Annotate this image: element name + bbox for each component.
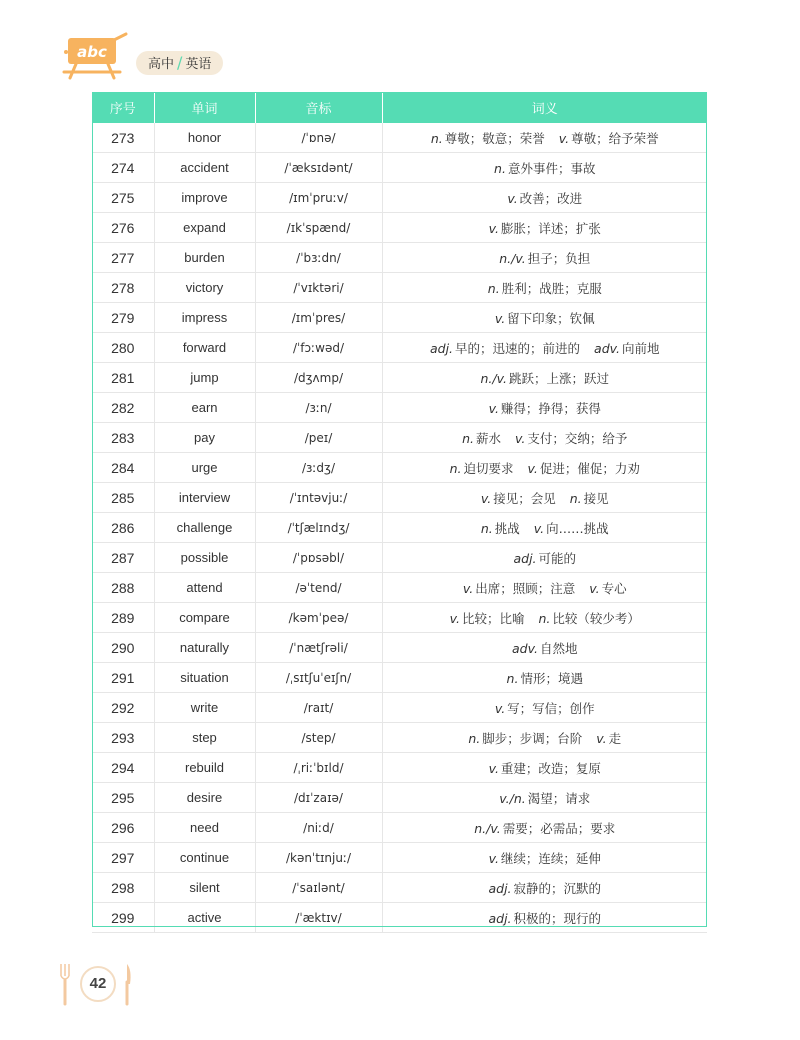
row-word: impress [154, 303, 255, 333]
table-row [92, 783, 707, 813]
row-word: step [154, 723, 255, 753]
part-of-speech: n./v. [474, 820, 501, 836]
row-word: continue [154, 843, 255, 873]
meaning-text: 尊敬；给予荣誉 [571, 130, 659, 146]
part-of-speech: v. [507, 190, 518, 206]
part-of-speech: adj. [488, 880, 512, 896]
table-row [92, 543, 707, 573]
row-phonetic: /ɜːn/ [255, 393, 382, 423]
row-meaning [382, 213, 707, 243]
row-word: possible [154, 543, 255, 573]
row-meaning [382, 243, 707, 273]
row-word: interview [154, 483, 255, 513]
table-row [92, 333, 707, 363]
meaning-segment [596, 731, 621, 746]
part-of-speech: n. [468, 730, 481, 746]
part-of-speech: n. [462, 430, 474, 446]
row-meaning [382, 183, 707, 213]
meaning-text: 赚得；挣得；获得 [500, 400, 601, 416]
row-index: 273 [92, 123, 154, 153]
part-of-speech: adj. [429, 340, 454, 356]
row-word: expand [154, 213, 255, 243]
row-index: 278 [92, 273, 154, 303]
row-index: 294 [92, 753, 154, 783]
fork-icon [58, 962, 72, 1006]
meaning-text: 比较（较少考） [552, 610, 640, 626]
meaning-segment [431, 131, 545, 146]
row-meaning [382, 603, 707, 633]
row-phonetic: /ˈnætʃrəli/ [255, 633, 382, 663]
row-index: 298 [92, 873, 154, 903]
meaning-text: 留下印象；钦佩 [507, 310, 595, 326]
part-of-speech: n. [480, 520, 493, 536]
row-meaning [382, 723, 707, 753]
part-of-speech: v. [596, 730, 607, 746]
meaning-segment [528, 461, 640, 476]
row-meaning [382, 513, 707, 543]
meaning-segment [513, 551, 576, 566]
meaning-segment [450, 611, 525, 626]
row-meaning [382, 633, 707, 663]
table-row [92, 873, 707, 903]
table-row [92, 303, 707, 333]
row-phonetic: /peɪ/ [255, 423, 382, 453]
meaning-text: 接见；会见 [493, 490, 556, 506]
row-phonetic: /ɜːdʒ/ [255, 453, 382, 483]
row-meaning [382, 423, 707, 453]
row-index: 279 [92, 303, 154, 333]
meaning-segment [499, 791, 590, 806]
row-index: 290 [92, 633, 154, 663]
row-index: 277 [92, 243, 154, 273]
row-phonetic: /ˌriːˈbɪld/ [255, 753, 382, 783]
row-phonetic: /ˈɒnə/ [255, 123, 382, 153]
row-meaning [382, 573, 707, 603]
row-word: accident [154, 153, 255, 183]
row-index: 289 [92, 603, 154, 633]
meaning-segment [494, 161, 595, 176]
row-word: active [154, 903, 255, 933]
meaning-text: 促进；催促；力劝 [539, 460, 640, 476]
row-word: earn [154, 393, 255, 423]
row-index: 287 [92, 543, 154, 573]
row-index: 288 [92, 573, 154, 603]
table-row [92, 213, 707, 243]
vocabulary-table [92, 92, 707, 933]
row-meaning [382, 273, 707, 303]
meaning-text: 自然地 [539, 640, 578, 656]
subject-tag [136, 51, 223, 75]
row-phonetic: /kənˈtɪnjuː/ [255, 843, 382, 873]
row-index: 274 [92, 153, 154, 183]
meaning-segment [507, 671, 583, 686]
meaning-segment [495, 311, 595, 326]
page-header [60, 32, 360, 82]
row-meaning [382, 333, 707, 363]
row-word: rebuild [154, 753, 255, 783]
table-row [92, 363, 707, 393]
row-word: silent [154, 873, 255, 903]
row-phonetic: /dɪˈzaɪə/ [255, 783, 382, 813]
table-row [92, 243, 707, 273]
row-index: 286 [92, 513, 154, 543]
vocabulary-table-container [92, 92, 707, 933]
table-row [92, 663, 707, 693]
row-meaning [382, 153, 707, 183]
abc-logo [60, 32, 132, 82]
part-of-speech: adj. [513, 550, 537, 566]
meaning-text: 担子；负担 [527, 250, 591, 266]
row-phonetic: /ˈsaɪlənt/ [255, 873, 382, 903]
meaning-text: 薪水 [476, 430, 502, 446]
part-of-speech: v. [449, 610, 460, 626]
part-of-speech: n. [506, 670, 519, 686]
part-of-speech: n. [569, 490, 582, 506]
header-phonetic: 音标 [255, 92, 382, 123]
meaning-segment [488, 911, 601, 926]
row-word: urge [154, 453, 255, 483]
table-row [92, 123, 707, 153]
part-of-speech: v. [533, 520, 545, 536]
row-index: 283 [92, 423, 154, 453]
row-meaning [382, 753, 707, 783]
meaning-segment [570, 491, 609, 506]
row-phonetic: /niːd/ [255, 813, 382, 843]
part-of-speech: adv. [594, 340, 620, 356]
row-phonetic: /ˈtʃælɪndʒ/ [255, 513, 382, 543]
row-phonetic: /ˈæktɪv/ [255, 903, 382, 933]
meaning-segment [481, 371, 609, 386]
row-word: forward [154, 333, 255, 363]
part-of-speech: v. [462, 580, 474, 596]
part-of-speech: v. [488, 760, 499, 776]
meaning-text: 迫切要求 [463, 460, 514, 476]
row-meaning [382, 813, 707, 843]
meaning-text: 继续；连续；延伸 [500, 850, 601, 866]
row-meaning [382, 693, 707, 723]
meaning-segment [534, 521, 609, 536]
row-index: 282 [92, 393, 154, 423]
part-of-speech: adv. [512, 640, 538, 656]
table-row [92, 753, 707, 783]
header-index: 序号 [92, 92, 154, 123]
table-row [92, 423, 707, 453]
row-phonetic: /ˈvɪktəri/ [255, 273, 382, 303]
part-of-speech: v./n. [499, 790, 526, 806]
row-meaning [382, 123, 707, 153]
row-index: 284 [92, 453, 154, 483]
row-meaning [382, 393, 707, 423]
meaning-text: 早的；迅速的；前进的 [455, 340, 581, 356]
row-phonetic: /dʒʌmp/ [255, 363, 382, 393]
row-phonetic: /ˈɪntəvjuː/ [255, 483, 382, 513]
part-of-speech: v. [527, 460, 538, 476]
row-phonetic: /ɪkˈspænd/ [255, 213, 382, 243]
meaning-text: 积极的；现行的 [513, 910, 602, 926]
row-word: naturally [154, 633, 255, 663]
table-row [92, 723, 707, 753]
row-index: 280 [92, 333, 154, 363]
row-meaning [382, 483, 707, 513]
meaning-text: 寂静的；沉默的 [513, 880, 602, 896]
meaning-text: 胜利；战胜；克服 [501, 280, 602, 296]
row-phonetic: /raɪt/ [255, 693, 382, 723]
row-word: jump [154, 363, 255, 393]
row-phonetic: /ˈbɜːdn/ [255, 243, 382, 273]
part-of-speech: n. [538, 610, 551, 626]
part-of-speech: v. [488, 850, 499, 866]
page-number: 42 [80, 966, 116, 1002]
part-of-speech: v. [589, 580, 600, 596]
row-index: 297 [92, 843, 154, 873]
row-index: 292 [92, 693, 154, 723]
row-word: victory [154, 273, 255, 303]
part-of-speech: v. [494, 700, 506, 716]
meaning-segment [481, 491, 556, 506]
meaning-text: 可能的 [538, 550, 577, 566]
row-word: improve [154, 183, 255, 213]
meaning-text: 向……挑战 [546, 520, 609, 536]
row-index: 299 [92, 903, 154, 933]
logo-text: abc [77, 43, 107, 61]
row-phonetic: /ˌsɪtʃuˈeɪʃn/ [255, 663, 382, 693]
meaning-segment [481, 521, 520, 536]
table-row [92, 483, 707, 513]
row-index: 281 [92, 363, 154, 393]
row-phonetic: /əˈtend/ [255, 573, 382, 603]
meaning-text: 改善；改进 [519, 190, 583, 206]
meaning-text: 需要；必需品；要求 [502, 820, 616, 836]
header-word: 单词 [154, 92, 255, 123]
table-row [92, 393, 707, 423]
meaning-segment [488, 881, 601, 896]
row-word: honor [154, 123, 255, 153]
meaning-segment [488, 281, 602, 296]
row-index: 275 [92, 183, 154, 213]
row-index: 285 [92, 483, 154, 513]
row-phonetic: /ɪmˈpres/ [255, 303, 382, 333]
meaning-segment [489, 221, 601, 236]
row-word: need [154, 813, 255, 843]
part-of-speech: v. [488, 220, 499, 236]
meaning-segment [463, 581, 575, 596]
meaning-segment [474, 821, 615, 836]
part-of-speech: v. [480, 490, 492, 506]
row-meaning [382, 903, 707, 933]
meaning-text: 出席；照顾；注意 [475, 580, 576, 596]
meaning-text: 重建；改造；复原 [500, 760, 601, 776]
part-of-speech: v. [515, 430, 526, 446]
table-row [92, 513, 707, 543]
table-row [92, 693, 707, 723]
table-row [92, 903, 707, 933]
meaning-text: 接见 [583, 490, 609, 506]
meaning-segment [430, 341, 580, 356]
meaning-text: 跳跃；上涨；跃过 [508, 370, 609, 386]
table-row [92, 453, 707, 483]
meaning-text: 写；写信；创作 [507, 700, 595, 716]
meaning-text: 渴望；请求 [527, 790, 591, 806]
meaning-text: 尊敬；敬意；荣誉 [444, 130, 545, 146]
meaning-segment [489, 851, 601, 866]
row-word: write [154, 693, 255, 723]
part-of-speech: n./v. [480, 370, 507, 386]
table-row [92, 273, 707, 303]
row-index: 291 [92, 663, 154, 693]
table-row [92, 573, 707, 603]
row-phonetic: /ˈfɔːwəd/ [255, 333, 382, 363]
part-of-speech: v. [558, 130, 570, 146]
row-meaning [382, 363, 707, 393]
row-word: pay [154, 423, 255, 453]
table-row [92, 153, 707, 183]
meaning-text: 意外事件；事故 [507, 160, 596, 176]
meaning-text: 向前地 [622, 340, 660, 356]
row-meaning [382, 783, 707, 813]
meaning-text: 比较；比喻 [461, 610, 525, 626]
meaning-segment [499, 251, 590, 266]
row-meaning [382, 453, 707, 483]
meaning-segment [489, 761, 601, 776]
part-of-speech: v. [494, 310, 506, 326]
meaning-segment [462, 431, 501, 446]
row-word: attend [154, 573, 255, 603]
meaning-segment [507, 191, 582, 206]
row-phonetic: /kəmˈpeə/ [255, 603, 382, 633]
table-row [92, 183, 707, 213]
table-row [92, 603, 707, 633]
meaning-text: 走 [608, 730, 622, 746]
meaning-segment [495, 701, 595, 716]
meaning-segment [538, 611, 639, 626]
row-word: challenge [154, 513, 255, 543]
row-phonetic: /step/ [255, 723, 382, 753]
row-phonetic: /ɪmˈpruːv/ [255, 183, 382, 213]
meaning-text: 脚步；步调；台阶 [482, 730, 583, 746]
knife-icon [122, 962, 132, 1006]
meaning-segment [512, 641, 577, 656]
meaning-segment [489, 401, 601, 416]
part-of-speech: v. [488, 400, 499, 416]
part-of-speech: n./v. [499, 250, 526, 266]
row-meaning [382, 663, 707, 693]
part-of-speech: n. [449, 460, 462, 476]
meaning-text: 情形；境遇 [520, 670, 583, 686]
meaning-text: 支付；交纳；给予 [527, 430, 628, 446]
meaning-text: 膨胀；详述；扩张 [500, 220, 601, 236]
meaning-segment [559, 131, 659, 146]
meaning-text: 挑战 [494, 520, 520, 536]
meaning-text: 专心 [601, 580, 627, 596]
part-of-speech: adj. [488, 910, 512, 926]
page-footer [58, 962, 138, 1006]
row-meaning [382, 873, 707, 903]
row-word: desire [154, 783, 255, 813]
row-meaning [382, 303, 707, 333]
row-phonetic: /ˈpɒsəbl/ [255, 543, 382, 573]
table-body [92, 123, 707, 933]
meaning-segment [450, 461, 514, 476]
table-row [92, 813, 707, 843]
header-meaning: 词义 [382, 92, 707, 123]
row-index: 296 [92, 813, 154, 843]
row-word: burden [154, 243, 255, 273]
meaning-segment [594, 341, 659, 356]
part-of-speech: n. [430, 130, 443, 146]
meaning-segment [589, 581, 626, 596]
row-meaning [382, 543, 707, 573]
row-index: 293 [92, 723, 154, 753]
meaning-segment [515, 431, 627, 446]
row-index: 295 [92, 783, 154, 813]
tag-subject: 英语 [185, 57, 212, 72]
row-meaning [382, 843, 707, 873]
tag-level: 高中 [148, 57, 175, 72]
part-of-speech: n. [487, 280, 500, 296]
row-index: 276 [92, 213, 154, 243]
row-word: situation [154, 663, 255, 693]
row-phonetic: /ˈæksɪdənt/ [255, 153, 382, 183]
meaning-segment [468, 731, 582, 746]
part-of-speech: n. [494, 160, 506, 176]
table-row [92, 843, 707, 873]
table-header-row [92, 92, 707, 123]
tag-separator: / [177, 53, 183, 72]
table-row [92, 633, 707, 663]
row-word: compare [154, 603, 255, 633]
